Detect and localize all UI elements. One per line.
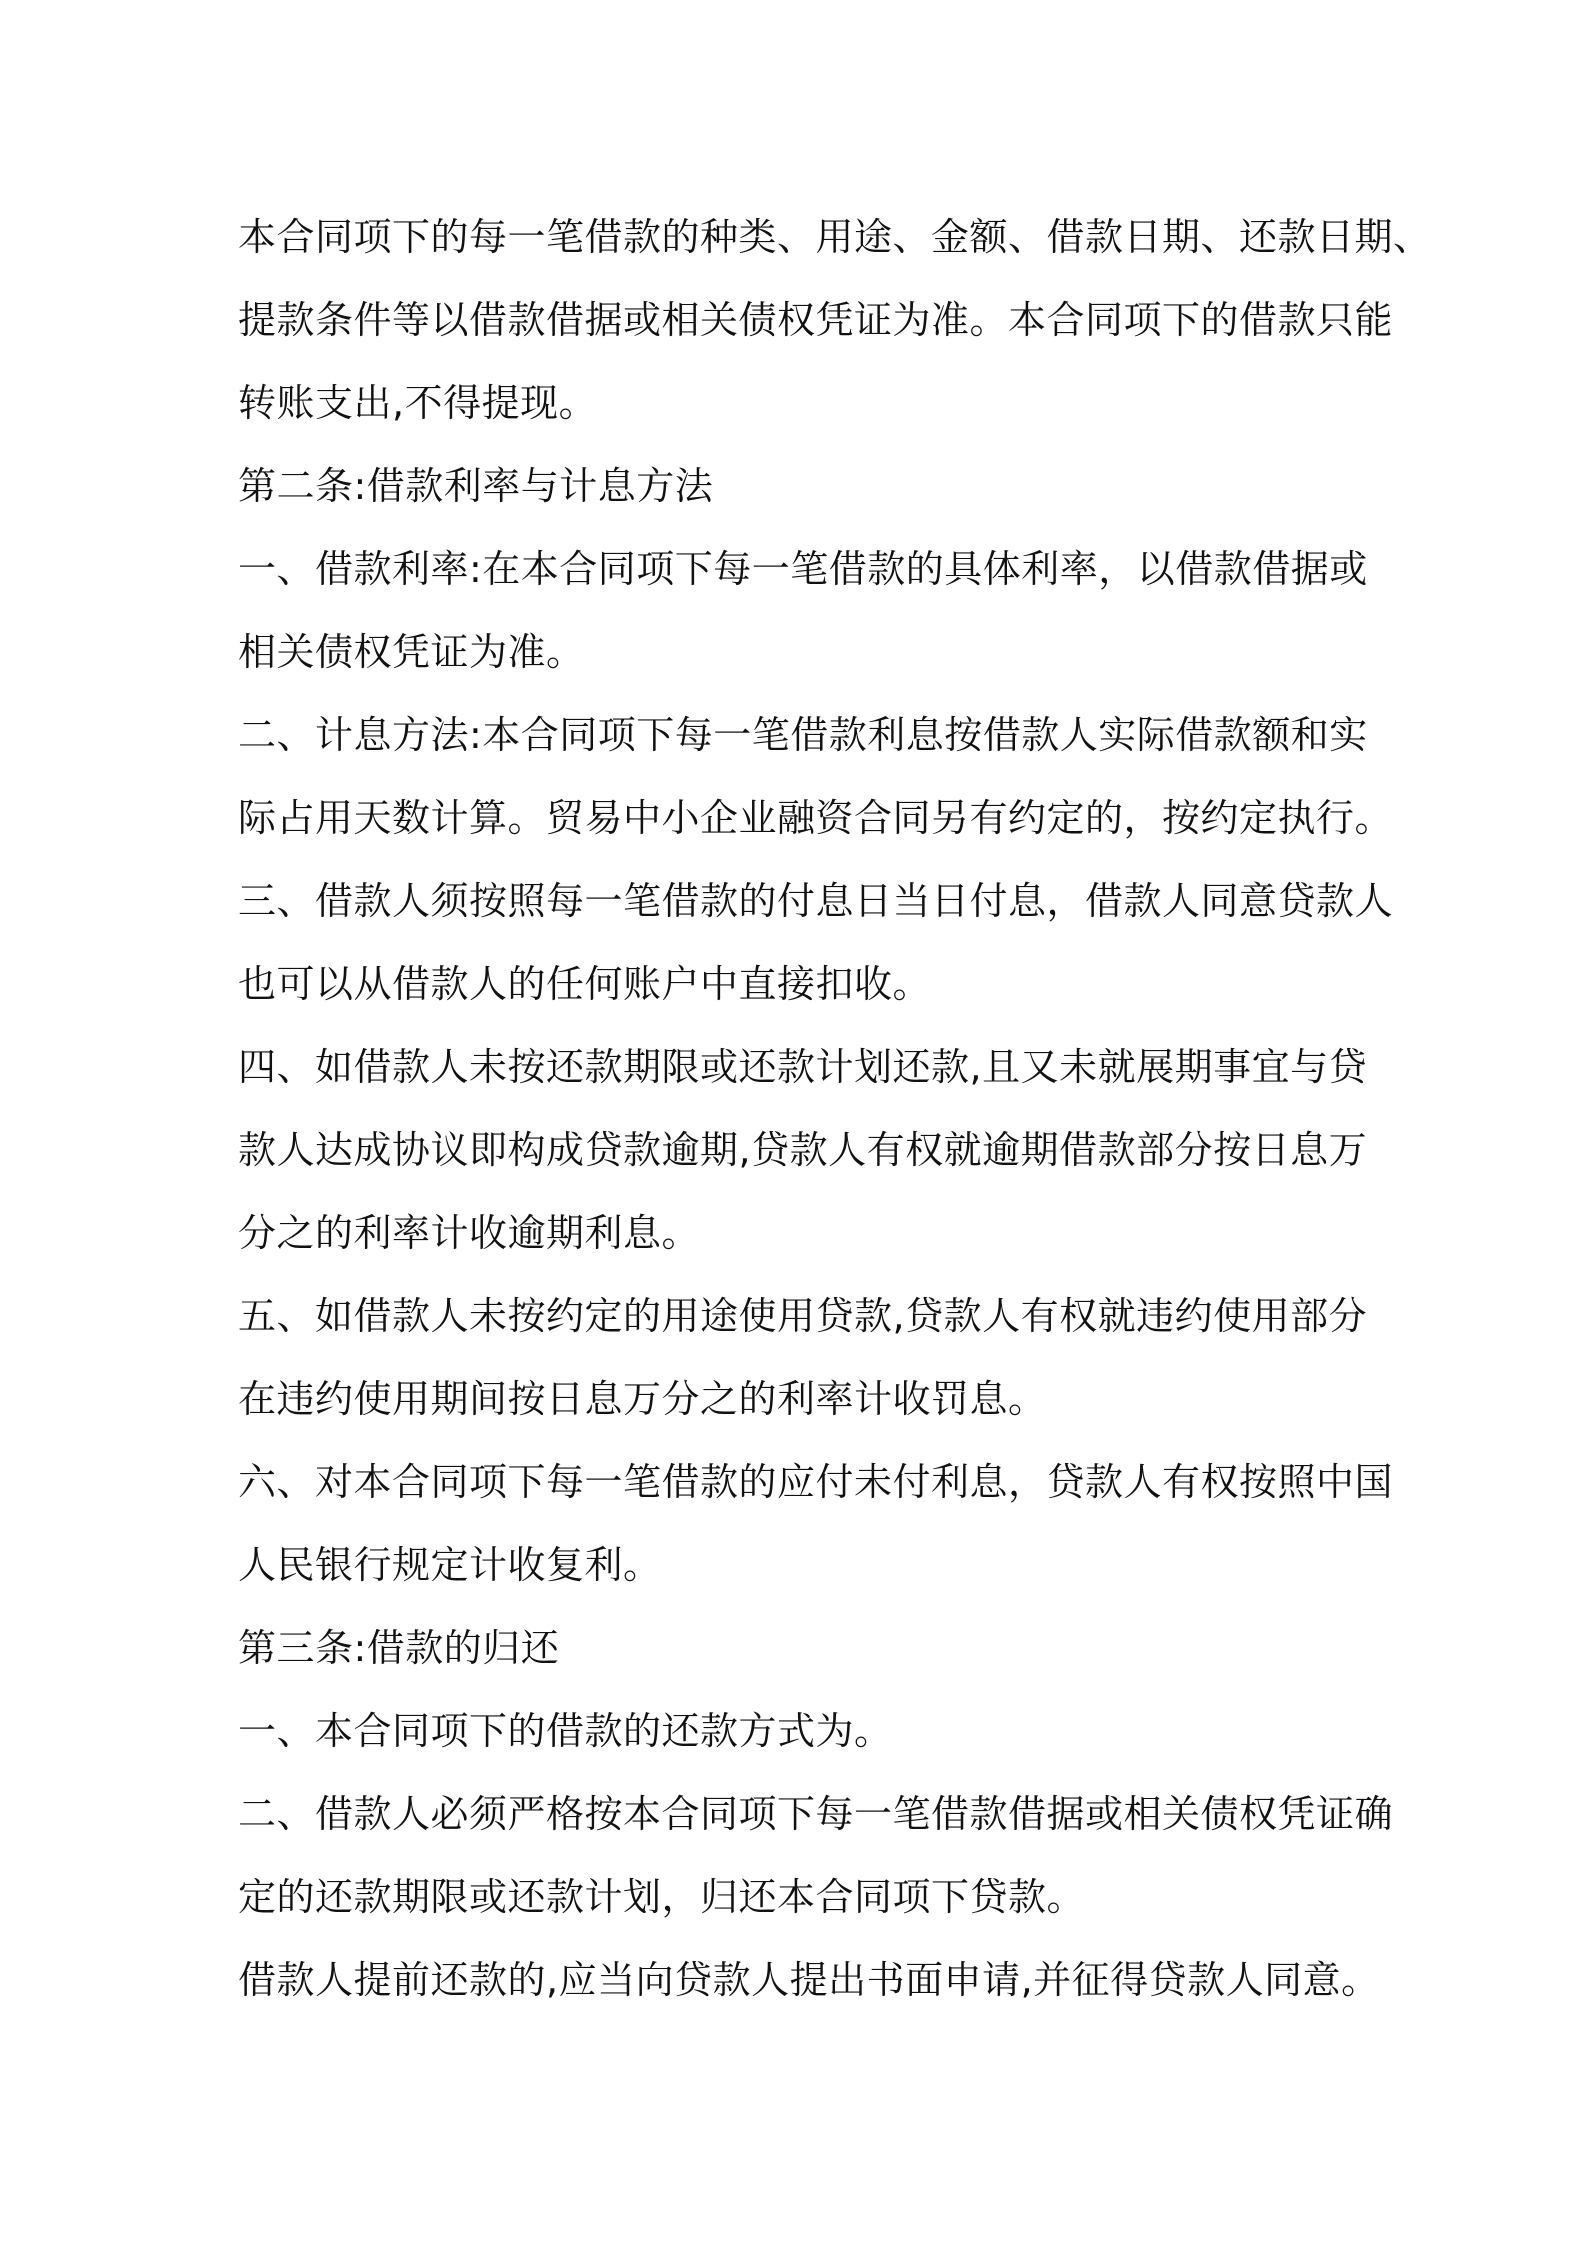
text-line: 一、借款利率:在本合同项下每一笔借款的具体利率，以借款借据或 — [238, 547, 1368, 591]
article-heading: 第三条:借款的归还 — [238, 1626, 560, 1670]
text-line: 分之的利率计收逾期利息。 — [238, 1211, 701, 1255]
text-line: 相关债权凭证为准。 — [238, 630, 585, 674]
text-line: 一、本合同项下的借款的还款方式为。 — [238, 1709, 893, 1753]
text-line: 在违约使用期间按日息万分之的利率计收罚息。 — [238, 1377, 1047, 1421]
text-line: 定的还款期限或还款计划，归还本合同项下贷款。 — [238, 1875, 1086, 1919]
text-line: 转账支出,不得提现。 — [238, 381, 598, 425]
text-line: 本合同项下的每一笔借款的种类、用途、金额、借款日期、还款日期、 — [238, 215, 1432, 259]
text-line: 款人达成协议即构成贷款逾期,贷款人有权就逾期借款部分按日息万 — [238, 1128, 1368, 1172]
text-line: 五、如借款人未按约定的用途使用贷款,贷款人有权就违约使用部分 — [238, 1294, 1368, 1338]
text-line: 际占用天数计算。贸易中小企业融资合同另有约定的，按约定执行。 — [238, 796, 1394, 840]
article-heading: 第二条:借款利率与计息方法 — [238, 464, 714, 508]
document-body — [238, 196, 1432, 2022]
text-line: 人民银行规定计收复利。 — [238, 1543, 662, 1587]
text-line: 借款人提前还款的,应当向贷款人提出书面申请,并征得贷款人同意。 — [238, 1958, 1380, 2002]
text-line: 六、对本合同项下每一笔借款的应付未付利息，贷款人有权按照中国 — [238, 1460, 1394, 1504]
text-line: 提款条件等以借款借据或相关债权凭证为准。本合同项下的借款只能 — [238, 298, 1394, 342]
text-line: 也可以从借款人的任何账户中直接扣收。 — [238, 962, 932, 1006]
text-line: 四、如借款人未按还款期限或还款计划还款,且又未就展期事宜与贷 — [238, 1045, 1368, 1089]
text-line: 二、借款人必须严格按本合同项下每一笔借款借据或相关债权凭证确 — [238, 1792, 1394, 1836]
text-line: 二、计息方法:本合同项下每一笔借款利息按借款人实际借款额和实 — [238, 713, 1368, 757]
text-line: 三、借款人须按照每一笔借款的付息日当日付息，借款人同意贷款人 — [238, 879, 1394, 923]
